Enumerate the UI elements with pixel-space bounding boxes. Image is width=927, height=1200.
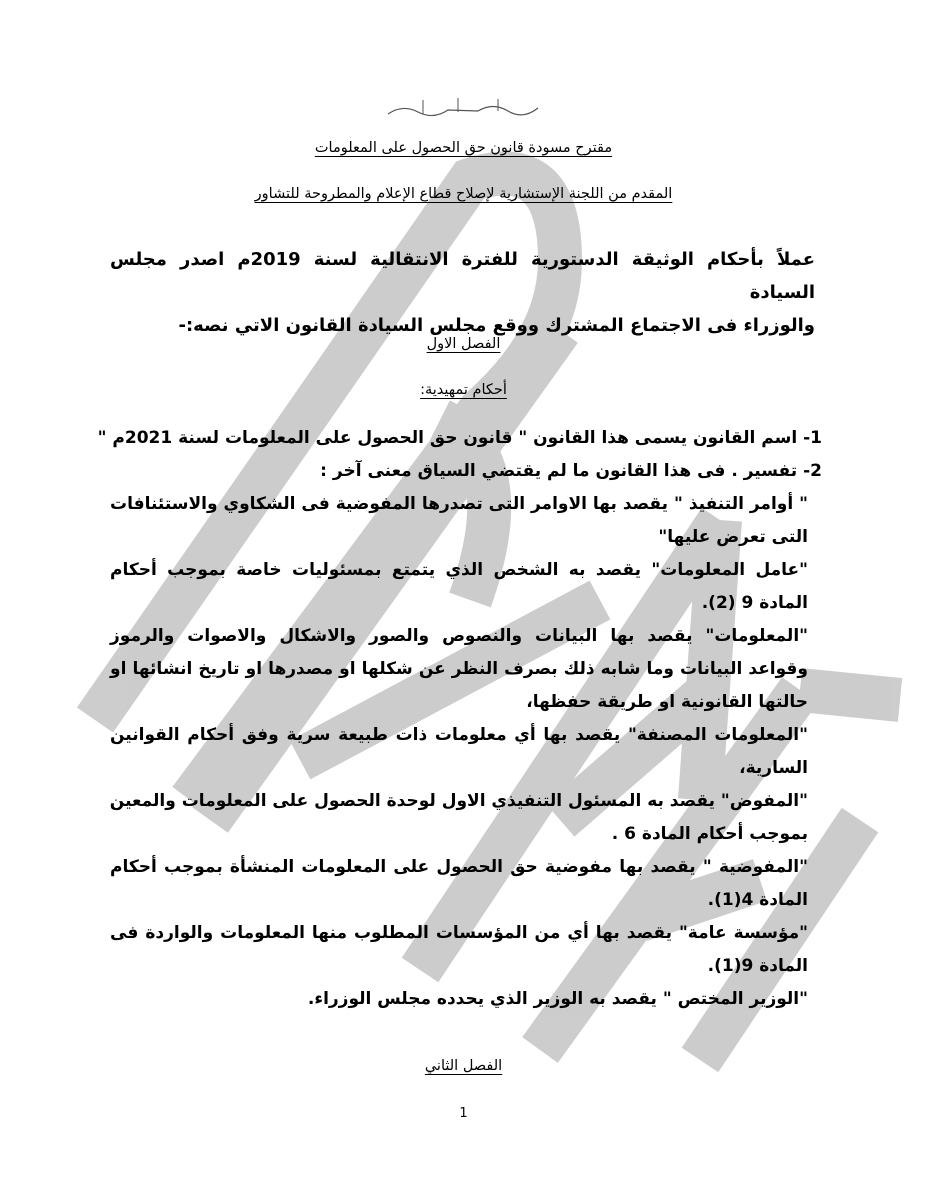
intro-line-2: والوزراء فى الاجتماع المشترك ووقع مجلس السيادة القانون الاتي نصه:-: [178, 315, 815, 336]
definition-competent-minister: "الوزير المختص " يقصد به الوزير الذي يحدده مجلس الوزراء.: [307, 989, 808, 1009]
definition-commission: "المفوضية " يقصد بها مفوضية حق الحصول على المعلومات المنشأة بموجب أحكام: [110, 857, 808, 877]
definition-commission-cont: المادة 4(1).: [707, 890, 808, 910]
definition-commissioner: "المفوض" يقصد به المسئول التنفيذي الاول لوحدة الحصول على المعلومات والمعين: [109, 791, 808, 811]
chapter-2-title: الفصل الثاني: [424, 1058, 503, 1074]
definition-commissioner-cont: بموجب أحكام المادة 6 .: [611, 824, 808, 844]
chapter-1-subtitle: أحكام تمهيدية:: [420, 382, 507, 398]
definition-information-cont-1: وقواعد البيانات وما شابه ذلك بصرف النظر عن شكلها او مصدرها او تاريخ انشائها او: [110, 659, 808, 679]
chapter-1-title: الفصل الاول: [426, 336, 501, 352]
definition-classified-information: "المعلومات المصنفة" يقصد بها أي معلومات ذات طبيعة سرية وفق أحكام القوانين: [110, 725, 808, 745]
item-2-interpretation: 2- تفسير . فى هذا القانون ما لم يقتضي السياق معنى آخر :: [320, 461, 822, 481]
definition-information: "المعلومات" يقصد بها البيانات والنصوص والصور والاشكال والاصوات والرموز: [110, 626, 808, 646]
definition-classified-information-cont: السارية،: [739, 758, 808, 778]
page-number: 1: [459, 1106, 468, 1121]
basmala-calligraphy: [0, 86, 927, 104]
intro-line-1: عملاً بأحكام الوثيقة الدستورية للفترة الانتقالية لسنة 2019م اصدر مجلس السيادة: [110, 249, 815, 303]
definition-public-institution-cont: المادة 9(1).: [707, 956, 808, 976]
document-subtitle: المقدم من اللجنة الإستشارية لإصلاح قطاع الإعلام والمطروحة للتشاور: [254, 186, 673, 202]
definition-execution-orders: " أوامر التنفيذ " يقصد بها الاوامر التى تصدرها المفوضية فى الشكاوي والاستئنافات: [110, 494, 808, 514]
document-title: مقترح مسودة قانون حق الحصول على المعلومات: [314, 140, 613, 156]
intro-paragraph: [110, 243, 815, 342]
definition-information-officer-cont: المادة 9 (2).: [701, 593, 808, 613]
definitions-section: [97, 422, 822, 1016]
definition-execution-orders-cont: التى تعرض عليها": [658, 527, 808, 547]
basmala-ornament-icon: [383, 94, 543, 124]
item-1-law-name: 1- اسم القانون يسمى هذا القانون " قانون حق الحصول على المعلومات لسنة 2021م ": [97, 428, 822, 448]
definition-information-cont-2: حالتها القانونية او طريقة حفظها،: [526, 692, 808, 712]
definition-information-officer: "عامل المعلومات" يقصد به الشخص الذي يتمتع بمسئوليات خاصة بموجب أحكام: [110, 560, 808, 580]
definition-public-institution: "مؤسسة عامة" يقصد بها أي من المؤسسات المطلوب منها المعلومات والواردة فى: [110, 923, 808, 943]
